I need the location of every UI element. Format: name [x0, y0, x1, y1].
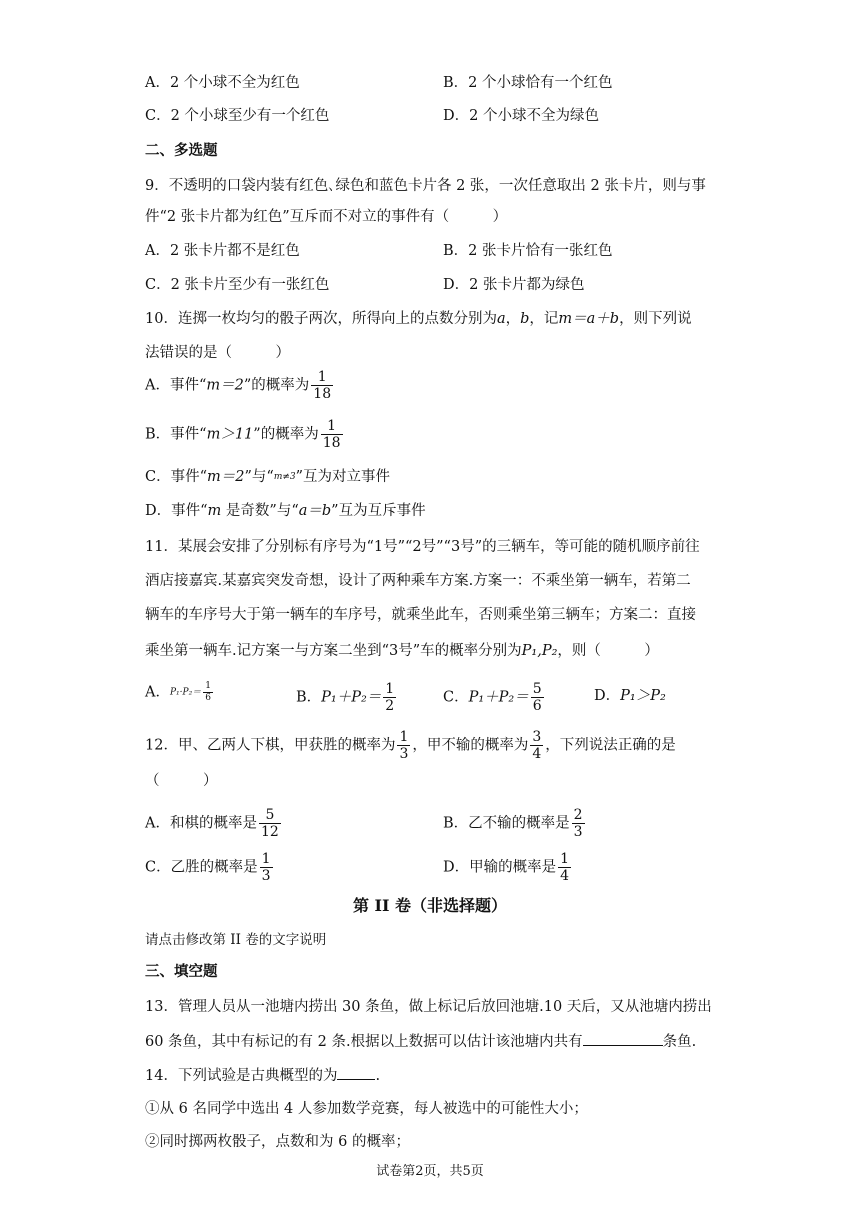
q8-option-c: C．2 个小球至少有一个红色	[145, 108, 330, 124]
q12-line-1: 12．甲、乙两人下棋，甲获胜的概率为 $\frac{1}{3}$ ，甲不输的概率为 $\frac{3}{4}$ ，下列说法正确的是	[145, 729, 676, 762]
q10-line-1: 10．连掷一枚均匀的骰子两次，所得向上的点数分别为a，b，记m＝a＋b，则下列说	[145, 311, 692, 327]
q11-option-a: A．P₁·P₂＝ $\frac{1}{6}$	[145, 681, 211, 703]
part-two-note: 请点击修改第 II 卷的文字说明	[145, 932, 327, 948]
fraction: $\frac{1}{3}$	[261, 851, 271, 884]
q12-option-b: B．乙不输的概率是 $\frac{2}{3}$	[443, 807, 583, 840]
q9-line-2: 件“2 张卡片都为红色”互斥而不对立的事件有（ ）	[145, 209, 508, 225]
q10-option-b: B．事件“m＞11”的概率为 $\frac{1}{18}$	[145, 418, 341, 451]
q8-option-b: B．2 个小球恰有一个红色	[443, 75, 613, 91]
q12-option-a: A．和棋的概率是 $\frac{5}{12}$	[145, 807, 279, 840]
fraction: $\frac{1}{6}$	[205, 681, 211, 703]
q10-option-d: D．事件“m 是奇数”与“a＝b”互为互斥事件	[145, 503, 426, 519]
fraction: $\frac{5}{12}$	[260, 807, 279, 840]
page-footer: 试卷第2页，共5页	[376, 1164, 484, 1179]
q14-line-1: 14．下列试验是古典概型的为 .	[145, 1065, 380, 1086]
fraction: $\frac{1}{3}$	[399, 729, 409, 762]
q11-line-1: 11．某展会安排了分别标有序号为“1号”“2号”“3号”的三辆车，等可能的随机顺序前往	[145, 539, 700, 555]
part-two-title: 第 II 卷（非选择题）	[352, 896, 508, 915]
q12-line-2: （ ）	[145, 773, 218, 789]
section-heading-multi-choice: 二、多选题	[145, 142, 218, 159]
q12-option-d: D．甲输的概率是 $\frac{1}{4}$	[443, 851, 570, 884]
q13-line-2: 60 条鱼，其中有标记的有 2 条.根据以上数据可以估计该池塘内共有 条鱼.	[145, 1031, 696, 1052]
q9-option-c: C．2 张卡片至少有一张红色	[145, 277, 330, 293]
q11-line-3: 辆车的车序号大于第一辆车的车序号，就乘坐此车，否则乘坐第三辆车；方案二：直接	[145, 607, 696, 623]
q10-line-2: 法错误的是（ ）	[145, 345, 290, 361]
answer-blank[interactable]	[337, 1065, 375, 1080]
q8-option-d: D．2 个小球不全为绿色	[443, 108, 599, 124]
fraction: $\frac{1}{18}$	[313, 369, 332, 402]
fraction: $\frac{3}{4}$	[532, 729, 542, 762]
fraction: $\frac{1}{4}$	[560, 851, 570, 884]
fraction: $\frac{5}{6}$	[532, 681, 542, 714]
q9-option-d: D．2 张卡片都为绿色	[443, 277, 585, 293]
q13-line-1: 13．管理人员从一池塘内捞出 30 条鱼，做上标记后放回池塘.10 天后，又从池塘内捞出	[145, 999, 712, 1015]
fraction: $\frac{1}{18}$	[322, 418, 341, 451]
q11-option-b: B．P₁＋P₂＝ $\frac{1}{2}$	[296, 681, 395, 714]
q14-item-1: ①从 6 名同学中选出 4 人参加数学竞赛，每人被选中的可能性大小；	[145, 1101, 588, 1117]
q11-line-4: 乘坐第一辆车.记方案一与方案二坐到“3号”车的概率分别为P₁,P₂，则（ ）	[145, 643, 659, 659]
q9-option-a: A．2 张卡片都不是红色	[145, 243, 300, 259]
q10-option-c: C．事件“m＝2”与“m≠3”互为对立事件	[145, 469, 391, 485]
section-heading-fill-blank: 三、填空题	[145, 963, 218, 980]
answer-blank[interactable]	[583, 1031, 663, 1046]
q14-item-2: ②同时掷两枚骰子，点数和为 6 的概率；	[145, 1134, 410, 1150]
q9-option-b: B．2 张卡片恰有一张红色	[443, 243, 613, 259]
q9-line-1: 9．不透明的口袋内装有红色､绿色和蓝色卡片各 2 张，一次任意取出 2 张卡片，则与事	[145, 178, 706, 194]
fraction: $\frac{2}{3}$	[573, 807, 583, 840]
q11-line-2: 酒店接嘉宾.某嘉宾突发奇想，设计了两种乘车方案.方案一：不乘坐第一辆车，若第二	[145, 573, 691, 589]
q12-option-c: C．乙胜的概率是 $\frac{1}{3}$	[145, 851, 271, 884]
q11-option-c: C．P₁＋P₂＝ $\frac{5}{6}$	[443, 681, 542, 714]
q8-option-a: A．2 个小球不全为红色	[145, 75, 300, 91]
fraction: $\frac{1}{2}$	[385, 681, 395, 714]
q11-option-d: D．P₁＞P₂	[594, 688, 666, 704]
q10-option-a: A．事件“m＝2”的概率为 $\frac{1}{18}$	[145, 369, 332, 402]
